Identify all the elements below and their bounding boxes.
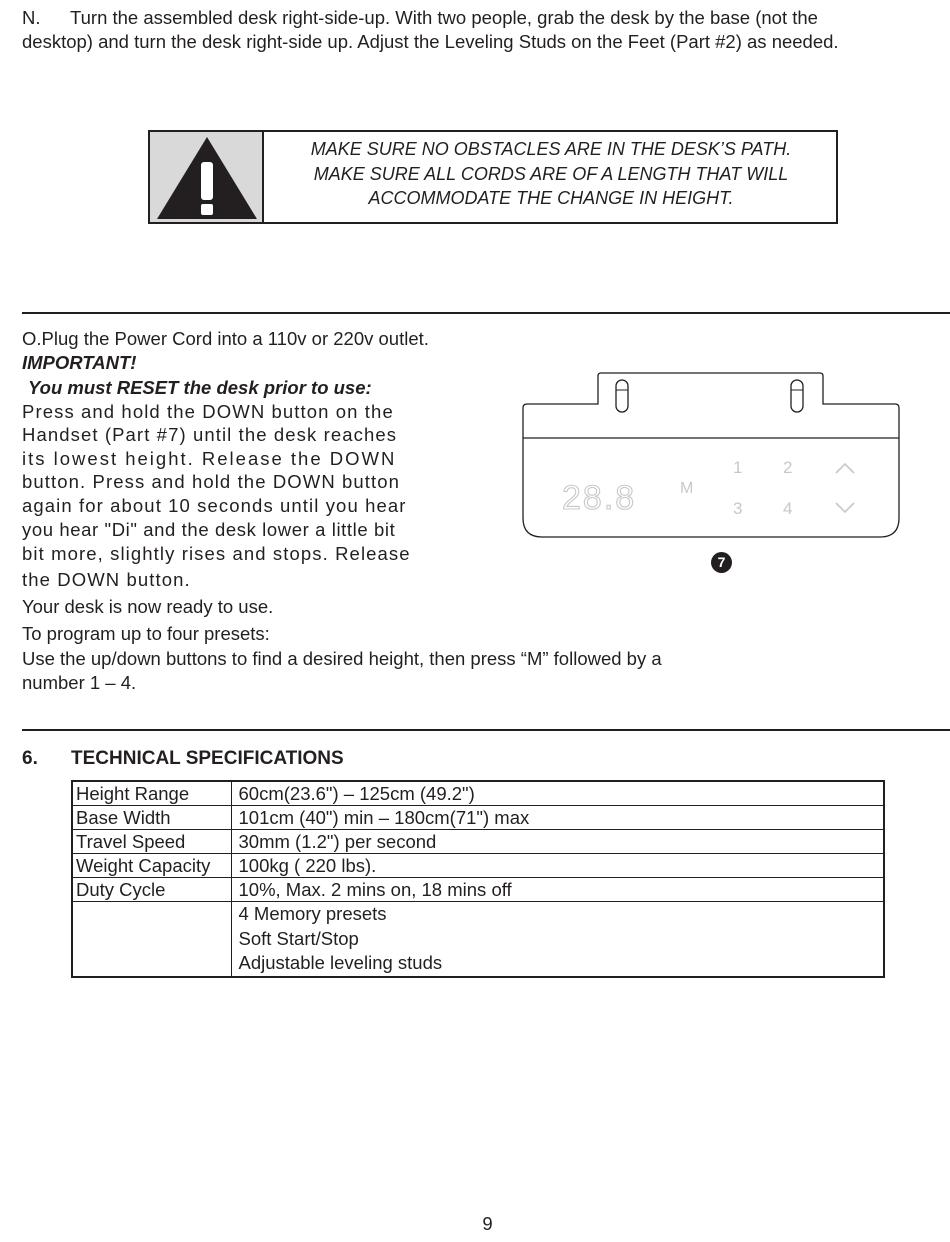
table-row — [72, 781, 884, 806]
reset-line: again for about 10 seconds until you hear — [22, 495, 407, 516]
reset-line: the DOWN button. — [22, 569, 191, 590]
feature-item: Soft Start/Stop — [238, 927, 359, 949]
spec-value: 101cm (40") min – 180cm(71") max — [231, 806, 884, 830]
ready-text: Your desk is now ready to use. — [22, 596, 274, 617]
warning-line-2: MAKE SURE ALL CORDS ARE OF A LENGTH THAT WILL — [313, 163, 789, 184]
spec-value: 10%, Max. 2 mins on, 18 mins off — [231, 878, 884, 902]
warning-box — [148, 130, 838, 224]
spec-label: Base Width — [72, 806, 231, 830]
step-n-number: N. — [22, 7, 41, 28]
step-n-text: Turn the assembled desk right-side-up. With two people, grab the desk by the base (not the — [70, 7, 818, 28]
presets-heading: To program up to four presets: — [22, 623, 270, 644]
reset-line: Handset (Part #7) until the desk reaches — [22, 424, 398, 445]
warning-icon-cell — [150, 132, 264, 222]
spec-value: 60cm(23.6") – 125cm (49.2") — [231, 781, 884, 806]
reset-line: button. Press and hold the DOWN button — [22, 471, 401, 492]
divider — [22, 729, 950, 731]
table-row — [72, 806, 884, 830]
reset-line: its lowest height. Release the DOWN — [22, 448, 397, 469]
spec-label-empty — [72, 902, 231, 977]
handset-illustration — [520, 372, 902, 542]
spec-label: Duty Cycle — [72, 878, 231, 902]
table-row — [72, 878, 884, 902]
preset-button-1: 1 — [733, 458, 743, 477]
section-number: 6. — [22, 748, 38, 769]
presets-instruction-2: number 1 – 4. — [22, 672, 137, 693]
memory-button: M — [680, 480, 694, 497]
preset-button-2: 2 — [783, 458, 793, 477]
divider — [22, 312, 950, 314]
step-n-line2: desktop) and turn the desk right-side up. Adjust the Leveling Studs on the Feet (Part #2) as needed. — [22, 31, 839, 52]
spec-label: Travel Speed — [72, 830, 231, 854]
step-n-line1 — [22, 6, 942, 30]
step-n — [22, 6, 942, 54]
feature-item: 4 Memory presets — [238, 903, 387, 924]
features-list — [231, 902, 884, 977]
section-title: TECHNICAL SPECIFICATIONS — [71, 748, 344, 769]
warning-message — [266, 137, 836, 211]
warning-line-3: ACCOMMODATE THE CHANGE IN HEIGHT. — [368, 188, 734, 208]
spec-label: Height Range — [72, 781, 231, 806]
feature-item: Adjustable leveling studs — [238, 952, 443, 973]
spec-label: Weight Capacity — [72, 854, 231, 878]
preset-button-4: 4 — [783, 499, 793, 518]
reset-line: you hear "Di" and the desk lower a little bit — [22, 519, 396, 540]
table-row — [72, 902, 884, 977]
reset-line: Press and hold the DOWN button on the — [22, 401, 394, 422]
specs-table — [71, 780, 885, 978]
important-heading: IMPORTANT! — [22, 352, 137, 373]
presets-instruction: Use the up/down buttons to find a desired height, then press “M” followed by a — [22, 648, 662, 669]
figure-number-badge: 7 — [711, 552, 732, 573]
spec-value: 30mm (1.2") per second — [231, 830, 884, 854]
table-row — [72, 830, 884, 854]
preset-button-3: 3 — [733, 499, 743, 518]
warning-triangle-icon — [154, 135, 260, 221]
warning-line-1: MAKE SURE NO OBSTACLES ARE IN THE DESK’S PATH. — [310, 139, 792, 159]
section-heading — [22, 747, 344, 771]
spec-value: 100kg ( 220 lbs). — [231, 854, 884, 878]
reset-heading: You must RESET the desk prior to use: — [28, 377, 372, 398]
step-o-plug: O.Plug the Power Cord into a 110v or 220v outlet. — [22, 328, 429, 349]
height-display: 28.8 — [562, 479, 637, 517]
page-number: 9 — [482, 1213, 493, 1234]
table-row — [72, 854, 884, 878]
reset-line: bit more, slightly rises and stops. Release — [22, 543, 411, 564]
